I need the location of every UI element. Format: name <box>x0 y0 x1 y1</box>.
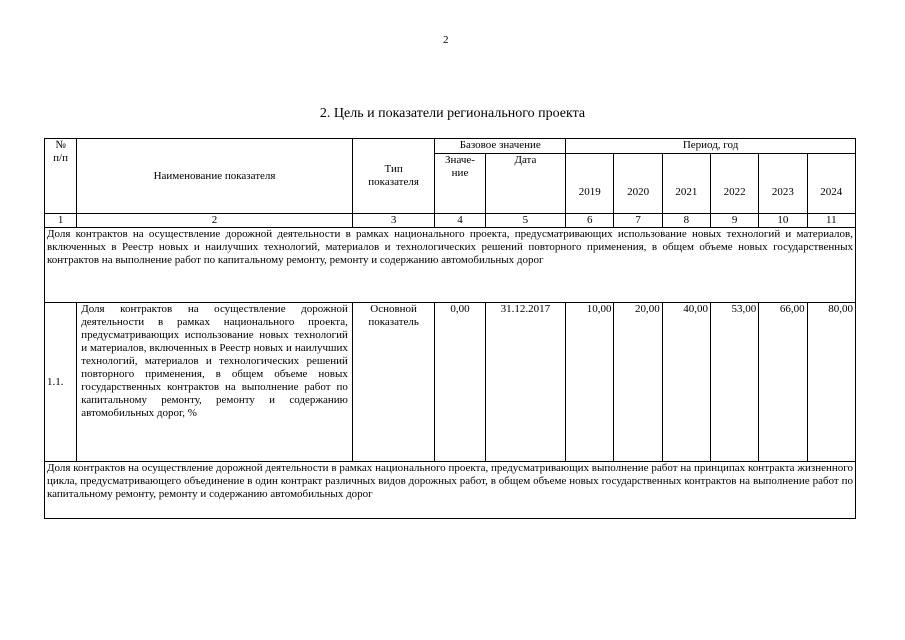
header-name: Наименование показателя <box>77 139 353 214</box>
indicator-name: Доля контрактов на осуществление дорожной деятельности в рамках национального проекта, предусматривающих использование новых технологий и материалов, включенных в Реестр новых и наилучших технологий, материалов и технологических решений повторного применения, в общем объеме новых государственных контрактов на выполнение работ по капитальному ремонту, ремонту и содержанию автомобильных дорог, % <box>77 303 353 462</box>
goal-text: Доля контрактов на осуществление дорожной деятельности в рамках национального проекта, предусматривающих использование новых технологий и материалов, включенных в Реестр новых и наилучших технологий, материалов и технологических решений повторного применения, в общем объеме новых государственных контрактов на выполнение работ по капитальному ремонту, ремонту и содержанию автомобильных дорог <box>45 228 856 303</box>
column-number: 1 <box>45 214 77 228</box>
column-number: 10 <box>759 214 807 228</box>
indicator-value: 53,00 <box>711 303 759 462</box>
header-type: Тип показателя <box>352 139 435 214</box>
header-base-value: Значе- ние <box>435 154 485 214</box>
indicator-base-date: 31.12.2017 <box>485 303 566 462</box>
indicator-row <box>45 303 856 462</box>
column-number: 7 <box>614 214 662 228</box>
column-number: 3 <box>352 214 435 228</box>
header-year: 2023 <box>759 154 807 214</box>
column-number: 11 <box>807 214 855 228</box>
indicator-value: 66,00 <box>759 303 807 462</box>
indicator-value: 10,00 <box>566 303 614 462</box>
column-numbers-row <box>45 214 856 228</box>
goal-row <box>45 228 856 303</box>
section-title: 2. Цель и показатели регионального проекта <box>319 106 586 121</box>
column-number: 9 <box>711 214 759 228</box>
indicator-value: 40,00 <box>662 303 710 462</box>
header-year: 2020 <box>614 154 662 214</box>
indicator-type: Основной показатель <box>352 303 435 462</box>
header-year: 2021 <box>662 154 710 214</box>
indicators-table <box>44 138 856 519</box>
header-year: 2019 <box>566 154 614 214</box>
indicator-value: 20,00 <box>614 303 662 462</box>
header-year: 2024 <box>807 154 855 214</box>
column-number: 5 <box>485 214 566 228</box>
header-base-date: Дата <box>485 154 566 214</box>
header-period: Период, год <box>566 139 856 154</box>
indicator-num: 1.1. <box>45 303 77 462</box>
column-number: 8 <box>662 214 710 228</box>
column-number: 4 <box>435 214 485 228</box>
header-num: № п/п <box>45 139 77 214</box>
goal-row <box>45 462 856 519</box>
header-row <box>45 139 856 154</box>
header-base: Базовое значение <box>435 139 566 154</box>
goal-text: Доля контрактов на осуществление дорожной деятельности в рамках национального проекта, предусматривающих выполнение работ на принципах контракта жизненного цикла, предусматривающего объединение в один контракт различных видов дорожных работ, в общем объеме новых государственных контрактов на выполнение работ по капитальному ремонту, ремонту и содержанию автомобильных дорог <box>45 462 856 519</box>
indicator-value: 80,00 <box>807 303 855 462</box>
header-year: 2022 <box>711 154 759 214</box>
column-number: 6 <box>566 214 614 228</box>
page-number: 2 <box>443 34 449 46</box>
column-number: 2 <box>77 214 353 228</box>
indicator-base-value: 0,00 <box>435 303 485 462</box>
